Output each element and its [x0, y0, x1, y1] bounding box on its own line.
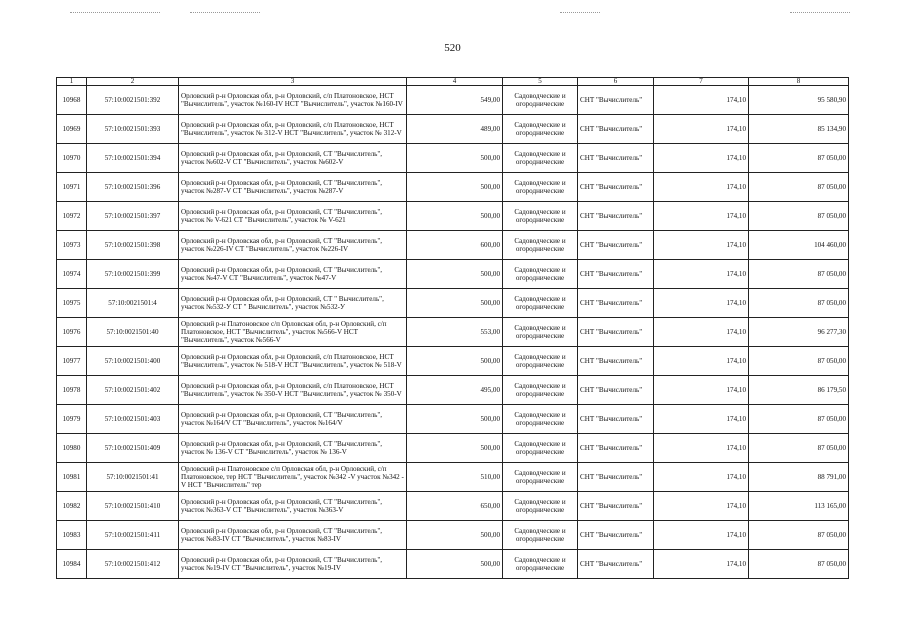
row-number: 10982 — [57, 492, 87, 521]
row-number: 10975 — [57, 289, 87, 318]
row-number: 10973 — [57, 231, 87, 260]
table-row — [57, 521, 849, 550]
table-row — [57, 492, 849, 521]
land-use-cell: Садоводческие и огороднические — [503, 492, 578, 521]
cadastral-number: 57:10:0021501:402 — [87, 376, 179, 405]
cadastral-number: 57:10:0021501:398 — [87, 231, 179, 260]
address-cell: Орловский р-н Орловская обл, р-н Орловский, с/п Платоновское, НСТ "Вычислитель", участок № 350-V НСТ "Вычислитель", участок № 350-V — [179, 376, 407, 405]
area-cell: 500,00 — [407, 289, 503, 318]
cadastral-number: 57:10:0021501:411 — [87, 521, 179, 550]
address-cell: Орловский р-н Платоновское с/п Орловская обл, р-н Орловский, с/п Платоновское, НСТ "Вычислитель", участок №566-V НСТ "Вычислитель", участок №566-V — [179, 318, 407, 347]
table-row — [57, 86, 849, 115]
area-cell: 600,00 — [407, 231, 503, 260]
column-header: 3 — [179, 78, 407, 86]
land-use-cell: Садоводческие и огороднические — [503, 434, 578, 463]
cadastral-value-cell: 87 050,00 — [749, 405, 849, 434]
address-cell: Орловский р-н Орловская обл, р-н Орловский, СТ "Вычислитель", участок №83-IV СТ "Вычислитель", участок №83-IV — [179, 521, 407, 550]
cadastral-number: 57:10:0021501:394 — [87, 144, 179, 173]
address-cell: Орловский р-н Орловская обл, р-н Орловский, СТ "Вычислитель", участок № V-621 СТ "Вычислитель", участок № V-621 — [179, 202, 407, 231]
row-number: 10977 — [57, 347, 87, 376]
land-use-cell: Садоводческие и огороднические — [503, 347, 578, 376]
column-header: 8 — [749, 78, 849, 86]
cadastral-number: 57:10:0021501:399 — [87, 260, 179, 289]
cadastral-value-cell: 85 134,90 — [749, 115, 849, 144]
cadastral-value-cell: 87 050,00 — [749, 347, 849, 376]
cadastral-number: 57:10:0021501:397 — [87, 202, 179, 231]
land-use-cell: Садоводческие и огороднические — [503, 173, 578, 202]
unit-price-cell: 174,10 — [654, 115, 749, 144]
address-cell: Орловский р-н Орловская обл, р-н Орловский, СТ "Вычислитель", участок №47-V СТ "Вычислитель", участок №47-V — [179, 260, 407, 289]
row-number: 10970 — [57, 144, 87, 173]
scan-artifact — [190, 12, 260, 14]
land-use-cell: Садоводческие и огороднические — [503, 289, 578, 318]
land-use-cell: Садоводческие и огороднические — [503, 86, 578, 115]
unit-price-cell: 174,10 — [654, 521, 749, 550]
row-number: 10972 — [57, 202, 87, 231]
land-use-cell: Садоводческие и огороднические — [503, 144, 578, 173]
cadastral-value-cell: 87 050,00 — [749, 521, 849, 550]
address-cell: Орловский р-н Орловская обл, р-н Орловский, с/п Платоновское, НСТ "Вычислитель", участок №160-IV НСТ "Вычислитель", участок №160-IV — [179, 86, 407, 115]
cadastral-number: 57:10:0021501:4 — [87, 289, 179, 318]
table-row — [57, 115, 849, 144]
area-cell: 500,00 — [407, 173, 503, 202]
row-number: 10978 — [57, 376, 87, 405]
row-number: 10980 — [57, 434, 87, 463]
cadastral-value-cell: 87 050,00 — [749, 144, 849, 173]
cadastral-number: 57:10:0021501:409 — [87, 434, 179, 463]
owner-cell: СНТ "Вычислитель" — [578, 376, 654, 405]
cadastral-value-cell: 87 050,00 — [749, 550, 849, 579]
address-cell: Орловский р-н Орловская обл, р-н Орловский, с/п Платоновское, НСТ "Вычислитель", участок № 518-V НСТ "Вычислитель", участок № 518-V — [179, 347, 407, 376]
unit-price-cell: 174,10 — [654, 463, 749, 492]
cadastral-value-cell: 86 179,50 — [749, 376, 849, 405]
owner-cell: СНТ "Вычислитель" — [578, 405, 654, 434]
table-row — [57, 405, 849, 434]
land-use-cell: Садоводческие и огороднические — [503, 405, 578, 434]
row-number: 10969 — [57, 115, 87, 144]
table-row — [57, 202, 849, 231]
land-use-cell: Садоводческие и огороднические — [503, 115, 578, 144]
table-row — [57, 376, 849, 405]
column-header: 2 — [87, 78, 179, 86]
scan-artifact — [790, 12, 850, 14]
land-use-cell: Садоводческие и огороднические — [503, 521, 578, 550]
cadastral-number: 57:10:0021501:403 — [87, 405, 179, 434]
area-cell: 500,00 — [407, 347, 503, 376]
owner-cell: СНТ "Вычислитель" — [578, 434, 654, 463]
land-register-table — [56, 77, 849, 579]
area-cell: 495,00 — [407, 376, 503, 405]
cadastral-value-cell: 87 050,00 — [749, 260, 849, 289]
owner-cell: СНТ "Вычислитель" — [578, 144, 654, 173]
land-use-cell: Садоводческие и огороднические — [503, 202, 578, 231]
land-use-cell: Садоводческие и огороднические — [503, 260, 578, 289]
cadastral-value-cell: 88 791,00 — [749, 463, 849, 492]
table-row — [57, 318, 849, 347]
cadastral-number: 57:10:0021501:410 — [87, 492, 179, 521]
area-cell: 500,00 — [407, 202, 503, 231]
cadastral-value-cell: 87 050,00 — [749, 289, 849, 318]
table-row — [57, 434, 849, 463]
row-number: 10974 — [57, 260, 87, 289]
column-header: 1 — [57, 78, 87, 86]
land-use-cell: Садоводческие и огороднические — [503, 231, 578, 260]
unit-price-cell: 174,10 — [654, 550, 749, 579]
table-row — [57, 347, 849, 376]
cadastral-value-cell: 104 460,00 — [749, 231, 849, 260]
table-row — [57, 550, 849, 579]
unit-price-cell: 174,10 — [654, 347, 749, 376]
row-number: 10968 — [57, 86, 87, 115]
table-row — [57, 144, 849, 173]
owner-cell: СНТ "Вычислитель" — [578, 492, 654, 521]
area-cell: 553,00 — [407, 318, 503, 347]
area-cell: 500,00 — [407, 434, 503, 463]
cadastral-number: 57:10:0021501:41 — [87, 463, 179, 492]
cadastral-value-cell: 96 277,30 — [749, 318, 849, 347]
area-cell: 500,00 — [407, 405, 503, 434]
cadastral-value-cell: 87 050,00 — [749, 173, 849, 202]
row-number: 10984 — [57, 550, 87, 579]
area-cell: 489,00 — [407, 115, 503, 144]
owner-cell: СНТ "Вычислитель" — [578, 463, 654, 492]
cadastral-number: 57:10:0021501:412 — [87, 550, 179, 579]
row-number: 10976 — [57, 318, 87, 347]
cadastral-value-cell: 95 580,90 — [749, 86, 849, 115]
address-cell: Орловский р-н Орловская обл, р-н Орловский, СТ " Вычислитель", участок №532-У СТ " Вычислитель", участок №532-У — [179, 289, 407, 318]
unit-price-cell: 174,10 — [654, 289, 749, 318]
unit-price-cell: 174,10 — [654, 376, 749, 405]
area-cell: 500,00 — [407, 550, 503, 579]
address-cell: Орловский р-н Платоновское с/п Орловская обл, р-н Орловский, с/п Платоновское, тер НСТ "Вычислитель", участок №342 -V участок №342 -V НСТ "Вычислитель" тер — [179, 463, 407, 492]
unit-price-cell: 174,10 — [654, 260, 749, 289]
cadastral-number: 57:10:0021501:400 — [87, 347, 179, 376]
table-row — [57, 231, 849, 260]
column-header: 5 — [503, 78, 578, 86]
land-use-cell: Садоводческие и огороднические — [503, 463, 578, 492]
owner-cell: СНТ "Вычислитель" — [578, 550, 654, 579]
unit-price-cell: 174,10 — [654, 144, 749, 173]
address-cell: Орловский р-н Орловская обл, р-н Орловский, СТ "Вычислитель", участок №19-IV СТ "Вычислитель", участок №19-IV — [179, 550, 407, 579]
scan-artifact — [560, 12, 600, 14]
owner-cell: СНТ "Вычислитель" — [578, 260, 654, 289]
header-row — [57, 78, 849, 86]
table-row — [57, 173, 849, 202]
address-cell: Орловский р-н Орловская обл, р-н Орловский, СТ "Вычислитель", участок №363-V СТ "Вычислитель", участок №363-V — [179, 492, 407, 521]
area-cell: 500,00 — [407, 144, 503, 173]
unit-price-cell: 174,10 — [654, 173, 749, 202]
table-row — [57, 260, 849, 289]
unit-price-cell: 174,10 — [654, 434, 749, 463]
cadastral-value-cell: 87 050,00 — [749, 202, 849, 231]
column-header: 4 — [407, 78, 503, 86]
cadastral-number: 57:10:0021501:40 — [87, 318, 179, 347]
land-use-cell: Садоводческие и огороднические — [503, 376, 578, 405]
area-cell: 650,00 — [407, 492, 503, 521]
area-cell: 549,00 — [407, 86, 503, 115]
owner-cell: СНТ "Вычислитель" — [578, 86, 654, 115]
area-cell: 500,00 — [407, 521, 503, 550]
scan-artifact — [70, 12, 160, 14]
address-cell: Орловский р-н Орловская обл, р-н Орловский, СТ "Вычислитель", участок №602-V СТ "Вычислитель", участок №602-V — [179, 144, 407, 173]
owner-cell: СНТ "Вычислитель" — [578, 115, 654, 144]
owner-cell: СНТ "Вычислитель" — [578, 347, 654, 376]
unit-price-cell: 174,10 — [654, 202, 749, 231]
address-cell: Орловский р-н Орловская обл, р-н Орловский, СТ "Вычислитель", участок №164/V СТ "Вычислитель", участок №164/V — [179, 405, 407, 434]
row-number: 10983 — [57, 521, 87, 550]
owner-cell: СНТ "Вычислитель" — [578, 521, 654, 550]
address-cell: Орловский р-н Орловская обл, р-н Орловский, СТ "Вычислитель", участок №287-V СТ "Вычислитель", участок №287-V — [179, 173, 407, 202]
unit-price-cell: 174,10 — [654, 492, 749, 521]
cadastral-number: 57:10:0021501:396 — [87, 173, 179, 202]
cadastral-number: 57:10:0021501:393 — [87, 115, 179, 144]
area-cell: 500,00 — [407, 260, 503, 289]
area-cell: 510,00 — [407, 463, 503, 492]
column-header: 6 — [578, 78, 654, 86]
row-number: 10971 — [57, 173, 87, 202]
owner-cell: СНТ "Вычислитель" — [578, 202, 654, 231]
unit-price-cell: 174,10 — [654, 318, 749, 347]
table-row — [57, 463, 849, 492]
owner-cell: СНТ "Вычислитель" — [578, 289, 654, 318]
row-number: 10979 — [57, 405, 87, 434]
row-number: 10981 — [57, 463, 87, 492]
land-use-cell: Садоводческие и огороднические — [503, 318, 578, 347]
cadastral-number: 57:10:0021501:392 — [87, 86, 179, 115]
unit-price-cell: 174,10 — [654, 405, 749, 434]
unit-price-cell: 174,10 — [654, 231, 749, 260]
owner-cell: СНТ "Вычислитель" — [578, 173, 654, 202]
owner-cell: СНТ "Вычислитель" — [578, 231, 654, 260]
column-header: 7 — [654, 78, 749, 86]
unit-price-cell: 174,10 — [654, 86, 749, 115]
owner-cell: СНТ "Вычислитель" — [578, 318, 654, 347]
page-number: 520 — [444, 42, 461, 54]
table-row — [57, 289, 849, 318]
address-cell: Орловский р-н Орловская обл, р-н Орловский, СТ "Вычислитель", участок № 136-V СТ "Вычислитель", участок № 136-V — [179, 434, 407, 463]
cadastral-value-cell: 87 050,00 — [749, 434, 849, 463]
address-cell: Орловский р-н Орловская обл, р-н Орловский, с/п Платоновское, НСТ "Вычислитель", участок № 312-V НСТ "Вычислитель", участок № 312-V — [179, 115, 407, 144]
cadastral-value-cell: 113 165,00 — [749, 492, 849, 521]
address-cell: Орловский р-н Орловская обл, р-н Орловский, СТ "Вычислитель", участок №226-IV СТ "Вычислитель", участок №226-IV — [179, 231, 407, 260]
land-use-cell: Садоводческие и огороднические — [503, 550, 578, 579]
